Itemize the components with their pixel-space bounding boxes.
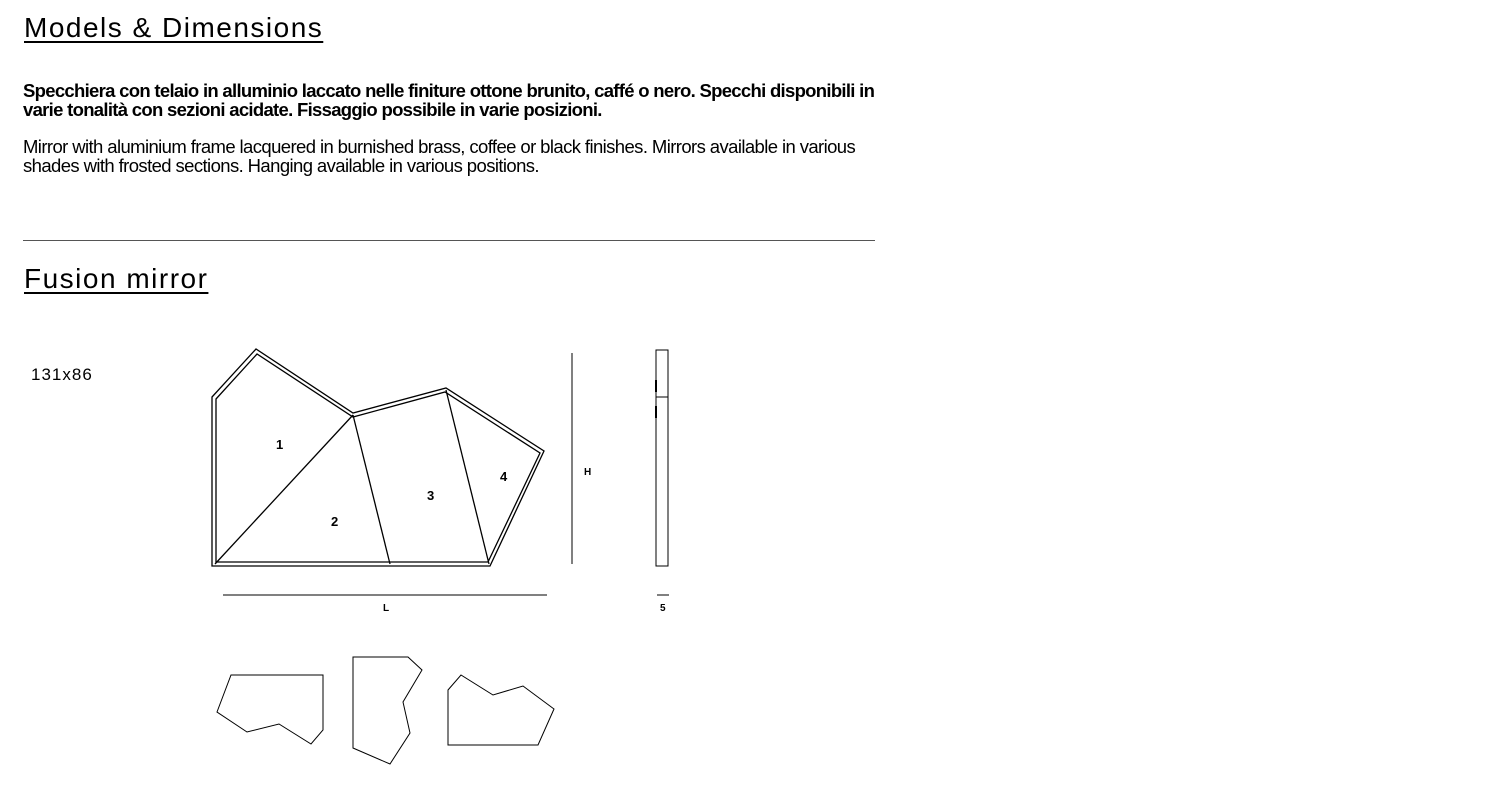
model-size-label: 131x86 [31,365,93,384]
configuration-variant-1 [217,675,323,744]
product-title: Fusion mirror [24,263,209,294]
configuration-variant-2 [353,657,422,764]
description-english: Mirror with aluminium frame lacquered in burnished brass, coffee or black finishes. Mirrors available in various shades with frosted sections. Hanging available in various positions. [23,136,856,176]
length-label: L [383,603,390,614]
panel-number-4: 4 [500,469,508,484]
panel-number-1: 1 [276,437,284,452]
mirror-side-view [656,350,668,566]
height-label: H [584,467,592,478]
mirror-frame-inner [216,354,540,562]
mirror-frame-outer [212,349,544,566]
panel-number-2: 2 [331,514,339,529]
configuration-variant-3 [448,675,554,745]
panel-divider [353,415,390,564]
section-title-models-dimensions: Models & Dimensions [24,12,324,43]
panel-divider [215,415,353,564]
mirror-front-view [212,349,544,566]
depth-label: 5 [660,603,666,614]
description-italian: Specchiera con telaio in alluminio laccato nelle finiture ottone brunito, caffé o nero. Specchi disponibili in varie tonalità con sezioni acidate. Fissaggio possibile in varie posizioni. [23,80,875,120]
panel-number-3: 3 [427,488,435,503]
